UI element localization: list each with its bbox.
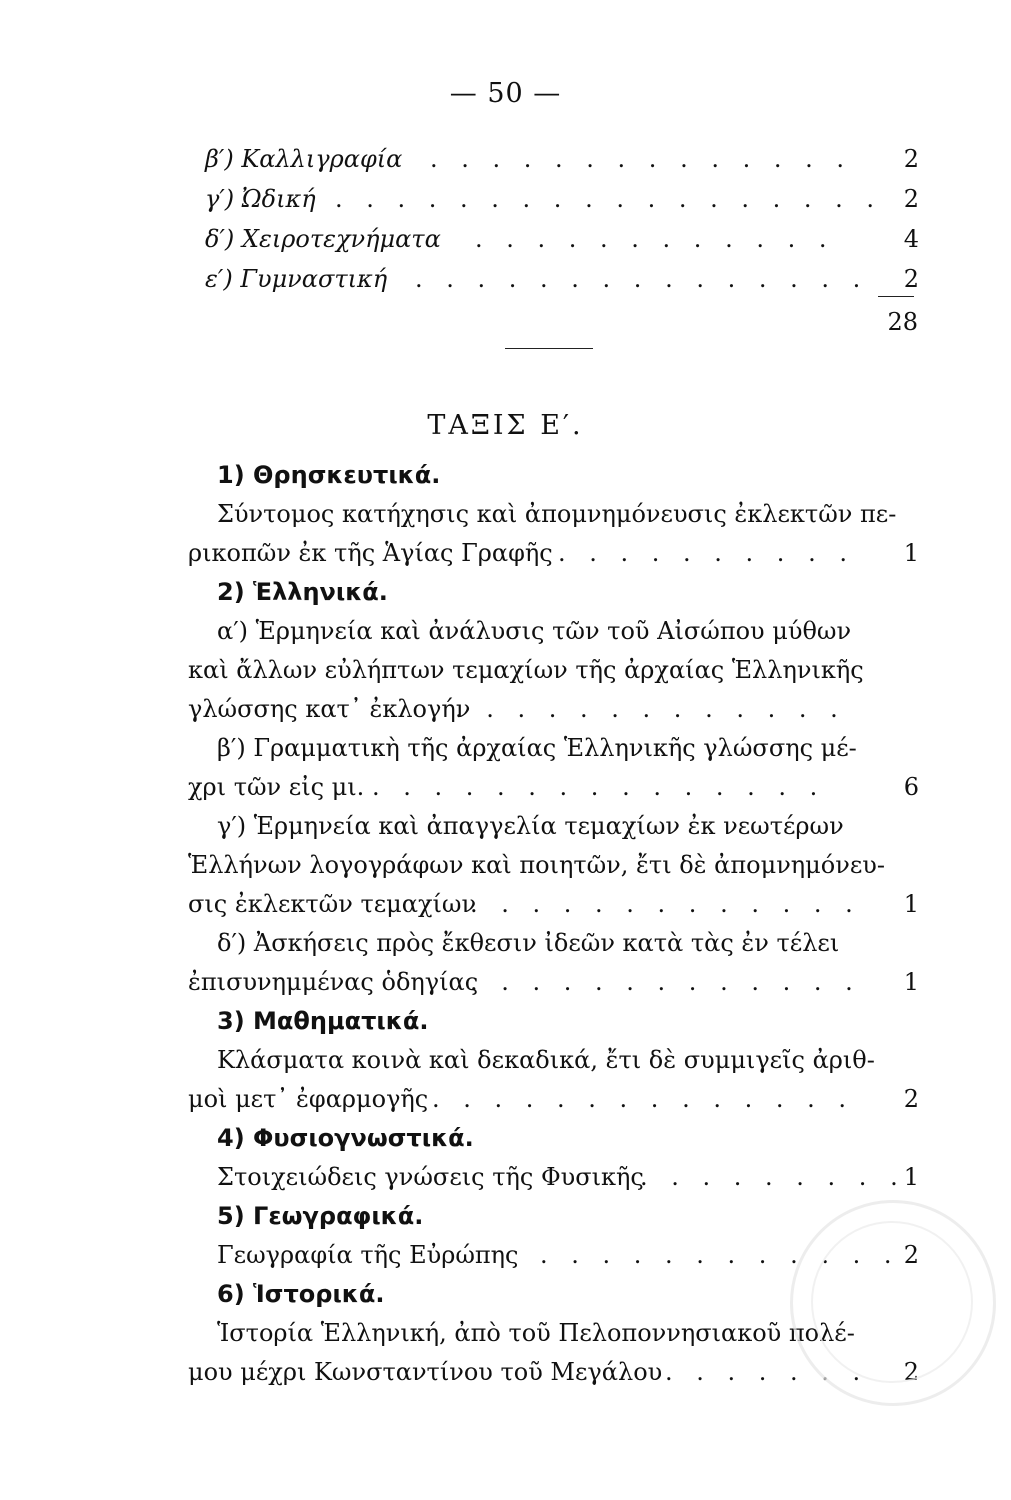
text-line: σις ἐκλεκτῶν τεμαχίων . . . . . . . . . . . . . 1 xyxy=(0,885,1011,923)
leader-dots: . . . . . . . . . . . . . . . xyxy=(372,773,826,801)
top-item-label: β′) Καλλιγραφία xyxy=(205,145,403,173)
top-item-number: 2 xyxy=(903,145,919,173)
hours-number: 2 xyxy=(903,1085,919,1113)
section-title: ΤΑΞΙΣ Ε′. xyxy=(427,410,584,441)
text-line: Ἑλλήνων λογογράφων καὶ ποιητῶν, ἔτι δὲ ἀπομνημόνευ- xyxy=(188,851,885,879)
leader-dots: . . . . . . . . . . xyxy=(558,539,855,567)
text-line: Στοιχειώδεις γνώσεις τῆς Φυσικῆς . . . . . . . . . 1 xyxy=(0,1158,1011,1196)
subject-heading: 5) Γεωγραφικά. xyxy=(217,1202,424,1230)
top-item xyxy=(0,140,1011,178)
hours-number: 2 xyxy=(903,1358,919,1386)
leader-dots: . . . . . . . . . . . . xyxy=(540,1241,900,1269)
leader-dots: . . . . . . . . . . . . . xyxy=(455,695,846,723)
subject-heading: 3) Μαθηματικά. xyxy=(217,1007,429,1035)
subject-heading: 1) Θρησκευτικά. xyxy=(217,461,441,489)
text-line: καὶ ἄλλων εὐλήπτων τεμαχίων τῆς ἀρχαίας Ἑλληνικῆς xyxy=(188,656,864,684)
leader-dots: . . . . . . . . . . . . . xyxy=(470,890,861,918)
top-item xyxy=(0,220,1011,258)
top-item-label: δ′) Χειροτεχνήματα xyxy=(205,225,441,253)
subject-heading: 6) Ἱστορικά. xyxy=(217,1280,385,1308)
page-number: — 50 — xyxy=(449,78,562,109)
top-item xyxy=(0,180,1011,218)
hours-number: 2 xyxy=(903,1241,919,1269)
hours-number: 1 xyxy=(903,968,919,996)
text-line: β′) Γραμματικὴ τῆς ἀρχαίας Ἑλληνικῆς γλώσσης μέ- xyxy=(217,734,857,762)
top-item-label: ε′) Γυμναστική xyxy=(205,265,388,293)
text-line: δ′) Ἀσκήσεις πρὸς ἔκθεσιν ἰδεῶν κατὰ τὰς ἐν τέλει xyxy=(217,929,840,957)
hours-number: 1 xyxy=(903,539,919,567)
text-line: Κλάσματα κοινὰ καὶ δεκαδικά, ἔτι δὲ συμμιγεῖς ἀριθ- xyxy=(217,1046,875,1074)
subject-heading: 4) Φυσιογνωστικά. xyxy=(217,1124,474,1152)
text-line: Γεωγραφία τῆς Εὐρώπης . . . . . . . . . . . . 2 xyxy=(0,1236,1011,1274)
text-line: μοὶ μετ᾽ ἐφαρμογῆς . . . . . . . . . . . . . . 2 xyxy=(0,1080,1011,1118)
leader-dots: . . . . . . . . . . . . . xyxy=(470,968,861,996)
hours-number: 1 xyxy=(903,1163,919,1191)
section-divider xyxy=(505,348,593,349)
top-item xyxy=(0,260,1011,298)
top-item-label: γ′) Ὠδική xyxy=(205,185,316,213)
top-item-number: 2 xyxy=(903,265,919,293)
library-stamp-watermark xyxy=(790,1200,996,1406)
leader-dots: . . . . . . . . . . . . . . xyxy=(432,1085,854,1113)
leader-dots: . . . . . . . . . . . . xyxy=(475,225,835,253)
leader-dots: . . . . . . . . . xyxy=(640,1163,906,1191)
sum-rule xyxy=(878,296,914,297)
total-number: 28 xyxy=(887,308,918,336)
text-line: χρι τῶν εἰς μι. . . . . . . . . . . . . . . . 6 xyxy=(0,768,1011,806)
text-line: α′) Ἑρμηνεία καὶ ἀνάλυσις τῶν τοῦ Αἰσώπου μύθων xyxy=(217,617,852,645)
leader-dots: . . . . . . . . . . . . . . . xyxy=(415,265,869,293)
text-line: γλώσσης κατ᾽ ἐκλογήν . . . . . . . . . . . . . xyxy=(0,690,1011,728)
text-line: γ′) Ἑρμηνεία καὶ ἀπαγγελία τεμαχίων ἐκ νεωτέρων xyxy=(217,812,844,840)
text-line: Ἱστορία Ἑλληνική, ἀπὸ τοῦ Πελοποννησιακοῦ πολέ- xyxy=(217,1319,855,1347)
leader-dots: . . . . . . . xyxy=(665,1358,869,1386)
subject-heading: 2) Ἑλληνικά. xyxy=(217,578,388,606)
total-line xyxy=(0,303,1011,341)
top-item-number: 2 xyxy=(903,185,919,213)
hours-number: 6 xyxy=(903,773,919,801)
text-line: ἐπισυνημμένας ὁδηγίας . . . . . . . . . . . . . 1 xyxy=(0,963,1011,1001)
text-line: ρικοπῶν ἐκ τῆς Ἁγίας Γραφῆς . . . . . . . . . . 1 xyxy=(0,534,1011,572)
text-line: μου μέχρι Κωνσταντίνου τοῦ Μεγάλου . . . . . . . 2 xyxy=(0,1353,1011,1391)
hours-number: 1 xyxy=(903,890,919,918)
text-line: Σύντομος κατήχησις καὶ ἀπομνημόνευσις ἐκλεκτῶν πε- xyxy=(217,500,897,528)
top-item-number: 4 xyxy=(903,225,919,253)
leader-dots: . . . . . . . . . . . . . . . . . . xyxy=(335,185,883,213)
leader-dots: . . . . . . . . . . . . . . xyxy=(430,145,852,173)
